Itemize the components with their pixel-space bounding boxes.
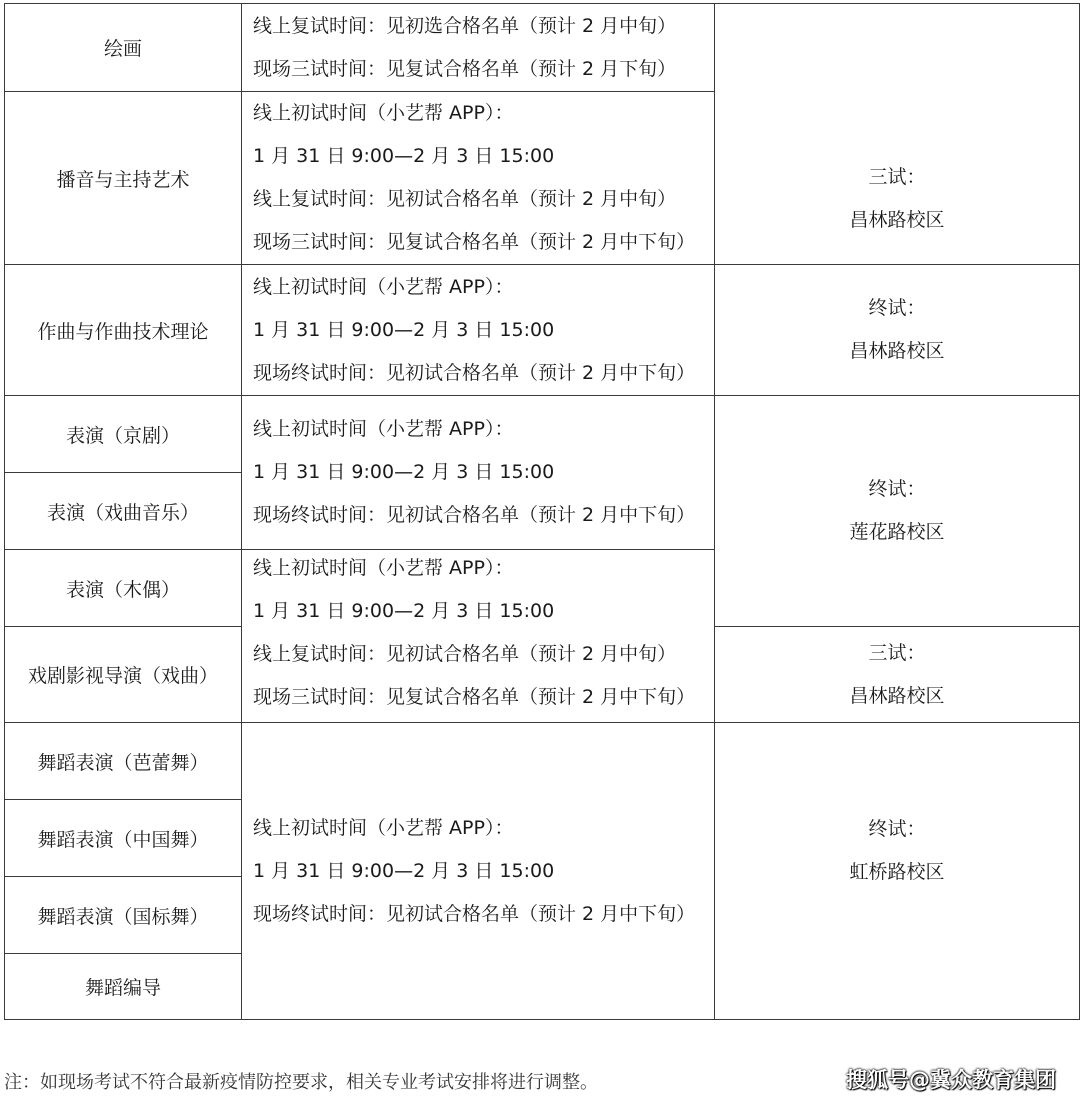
watermark: 搜狐号@冀众教育集团 <box>846 1068 1056 1092</box>
schedule-line: 线上初试时间（小艺帮 APP）： <box>253 816 514 839</box>
exam-round: 三试： <box>868 166 926 188</box>
schedule-line: 线上初试时间（小艺帮 APP）： <box>253 102 514 124</box>
schedule-cell <box>242 723 715 1020</box>
table-row <box>5 723 1080 800</box>
major-name: 舞蹈编导 <box>5 954 242 1020</box>
schedule-line: 1 月 31 日 9:00—2 月 3 日 15:00 <box>253 461 555 483</box>
location-cell <box>715 396 1080 627</box>
schedule-cell <box>242 396 715 550</box>
footnote: 注：如现场考试不符合最新疫情防控要求，相关专业考试安排将进行调整。 <box>4 1072 598 1093</box>
major-name: 播音与主持艺术 <box>5 92 242 265</box>
exam-round: 终试： <box>868 478 926 500</box>
major-name: 表演（木偶） <box>5 550 242 627</box>
schedule-line: 现场三试时间：见复试合格名单（预计 2 月下旬） <box>253 57 677 80</box>
exam-round: 三试： <box>868 641 926 664</box>
schedule-line: 线上初试时间（小艺帮 APP）： <box>253 275 514 298</box>
schedule-cell <box>242 92 715 265</box>
schedule-line: 线上复试时间：见初试合格名单（预计 2 月中旬） <box>253 642 677 665</box>
major-name: 舞蹈表演（中国舞） <box>5 800 242 877</box>
major-name: 作曲与作曲技术理论 <box>5 265 242 396</box>
table-row <box>5 4 1080 92</box>
major-name: 表演（戏曲音乐） <box>5 473 242 550</box>
major-name: 绘画 <box>5 4 242 92</box>
schedule-line: 现场三试时间：见复试合格名单（预计 2 月中下旬） <box>253 685 696 708</box>
schedule-line: 现场三试时间：见复试合格名单（预计 2 月中下旬） <box>253 231 696 253</box>
exam-round: 终试： <box>868 818 926 840</box>
schedule-cell <box>242 265 715 396</box>
schedule-line: 1 月 31 日 9:00—2 月 3 日 15:00 <box>253 318 555 341</box>
major-name: 戏剧影视导演（戏曲） <box>5 627 242 723</box>
location-cell <box>715 627 1080 723</box>
schedule-line: 线上复试时间：见初选合格名单（预计 2 月中旬） <box>253 14 677 37</box>
schedule-line: 线上复试时间：见初试合格名单（预计 2 月中旬） <box>253 188 677 210</box>
exam-schedule-table <box>4 3 1080 1020</box>
schedule-cell <box>242 550 715 723</box>
schedule-line: 现场终试时间：见初试合格名单（预计 2 月中下旬） <box>253 361 696 384</box>
campus-name: 莲花路校区 <box>849 521 945 543</box>
campus-name: 昌林路校区 <box>849 209 945 231</box>
schedule-line: 1 月 31 日 9:00—2 月 3 日 15:00 <box>253 599 555 622</box>
schedule-line: 现场终试时间：见初试合格名单（预计 2 月中下旬） <box>253 902 696 925</box>
exam-round: 终试： <box>868 297 926 319</box>
schedule-line: 线上初试时间（小艺帮 APP）： <box>253 418 514 440</box>
location-cell <box>715 4 1080 265</box>
location-cell <box>715 723 1080 1020</box>
major-name: 舞蹈表演（国标舞） <box>5 877 242 954</box>
table-row <box>5 265 1080 396</box>
major-name: 舞蹈表演（芭蕾舞） <box>5 723 242 800</box>
schedule-line: 1 月 31 日 9:00—2 月 3 日 15:00 <box>253 859 555 882</box>
table-row <box>5 396 1080 473</box>
schedule-line: 现场终试时间：见初试合格名单（预计 2 月中下旬） <box>253 504 696 526</box>
location-cell <box>715 265 1080 396</box>
schedule-line: 1 月 31 日 9:00—2 月 3 日 15:00 <box>253 145 555 167</box>
campus-name: 虹桥路校区 <box>849 861 945 883</box>
major-name: 表演（京剧） <box>5 396 242 473</box>
campus-name: 昌林路校区 <box>849 340 945 362</box>
schedule-line: 线上初试时间（小艺帮 APP）： <box>253 556 514 579</box>
campus-name: 昌林路校区 <box>849 684 945 707</box>
schedule-cell <box>242 4 715 92</box>
